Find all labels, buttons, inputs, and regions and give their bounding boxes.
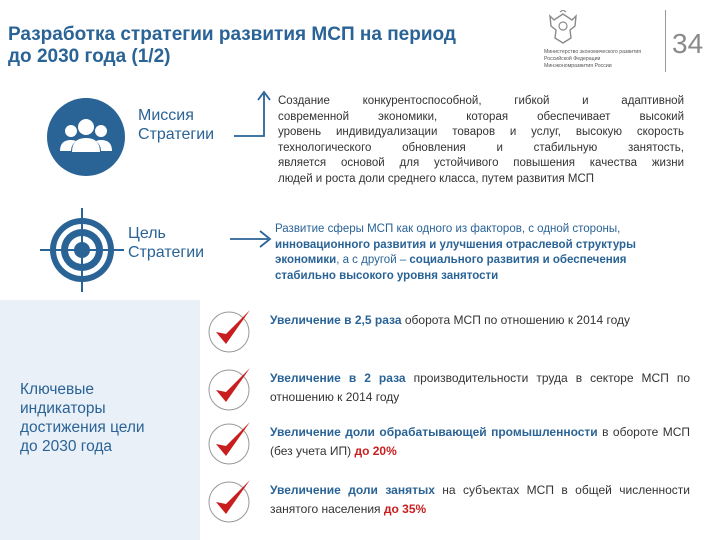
- mission-label: [138, 106, 214, 144]
- indicator-item-1: [270, 311, 690, 330]
- page-title: [8, 24, 528, 68]
- indicator-text: оборота МСП по отношению к 2014 году: [401, 313, 630, 327]
- logo-line-1: Министерство экономического развития: [544, 49, 642, 55]
- mission-label-line-1: Миссия: [138, 107, 194, 124]
- mission-line: людей и роста доли среднего класса, путем развития МСП: [278, 172, 595, 185]
- goal-text-bold: инновационного развития и улучшения отраслевой структуры: [275, 238, 636, 251]
- checkmark-icon: [208, 364, 254, 414]
- emblem-icon: [546, 10, 580, 46]
- logo-line-3: Минэкономразвития России: [544, 63, 612, 69]
- indicator-bold: Увеличение доли занятых: [270, 483, 435, 497]
- goal-label-line-2: Стратегии: [128, 244, 205, 261]
- mission-line: технологического обновления и стабильную занятость,: [278, 141, 684, 154]
- goal-text-part: Развитие сферы МСП как одного из факторов, с одной стороны,: [275, 223, 621, 235]
- page-number: 34: [672, 28, 704, 59]
- people-icon: [47, 98, 125, 176]
- goal-label-line-1: Цель: [128, 225, 166, 242]
- indicators-label-line: индикаторы: [20, 400, 106, 417]
- logo-line-2: Российской Федерации: [544, 56, 601, 62]
- goal-text-part: , а с другой –: [336, 254, 410, 266]
- ministry-logo: [538, 10, 663, 80]
- mission-text: [278, 94, 684, 187]
- header-divider: [665, 10, 666, 72]
- mission-line: уровень индивидуализации товаров и услуг, высокую скорость: [278, 126, 684, 138]
- indicators-label-line: до 2030 года: [20, 438, 113, 455]
- checkmark-icon: [208, 476, 254, 526]
- target-icon: [40, 208, 124, 292]
- goal-text-bold: стабильно высокого уровня занятости: [275, 269, 499, 282]
- arrow-icon: [232, 84, 276, 144]
- indicator-bold: Увеличение в 2 раза: [270, 371, 406, 385]
- indicator-bold: Увеличение в 2,5 раза: [270, 313, 402, 327]
- indicator-text: производительности труда в секторе МСП по отношению к 2014 году: [270, 371, 691, 404]
- indicators-label: [20, 380, 145, 456]
- indicator-text: в обороте МСП (без учета ИП): [270, 425, 690, 458]
- indicator-item-2: [270, 369, 690, 407]
- title-line-1: Разработка стратегии развития МСП на период: [8, 24, 456, 45]
- goal-label: [128, 224, 204, 262]
- indicator-bold: Увеличение доли обрабатывающей промышленности: [270, 425, 598, 439]
- indicators-label-line: Ключевые: [20, 381, 95, 398]
- indicator-item-4: [270, 481, 690, 519]
- arrow-icon: [228, 226, 274, 252]
- indicator-target: до 20%: [354, 444, 397, 458]
- mission-line: современной экономики, которая обеспечивает высокий: [278, 110, 684, 123]
- checkmark-icon: [208, 306, 254, 356]
- checkmark-icon: [208, 418, 254, 468]
- title-line-2: до 2030 года (1/2): [8, 46, 171, 67]
- goal-text-bold: социального развития и обеспечения: [409, 254, 627, 266]
- indicators-label-line: достижения цели: [20, 419, 145, 436]
- goal-text-bold: экономики: [275, 254, 337, 266]
- indicator-target: до 35%: [383, 502, 427, 516]
- indicator-text: на субъектах МСП в общей численности занятого населения: [270, 483, 691, 516]
- mission-label-line-2: Стратегии: [138, 126, 215, 143]
- mission-line: Создание конкурентоспособной, гибкой и адаптивной: [278, 95, 684, 107]
- logo-caption: [544, 49, 664, 70]
- mission-line: является основой для устойчивого повышения качества жизни: [278, 157, 684, 169]
- indicator-item-3: [270, 423, 690, 461]
- goal-text: [275, 222, 690, 284]
